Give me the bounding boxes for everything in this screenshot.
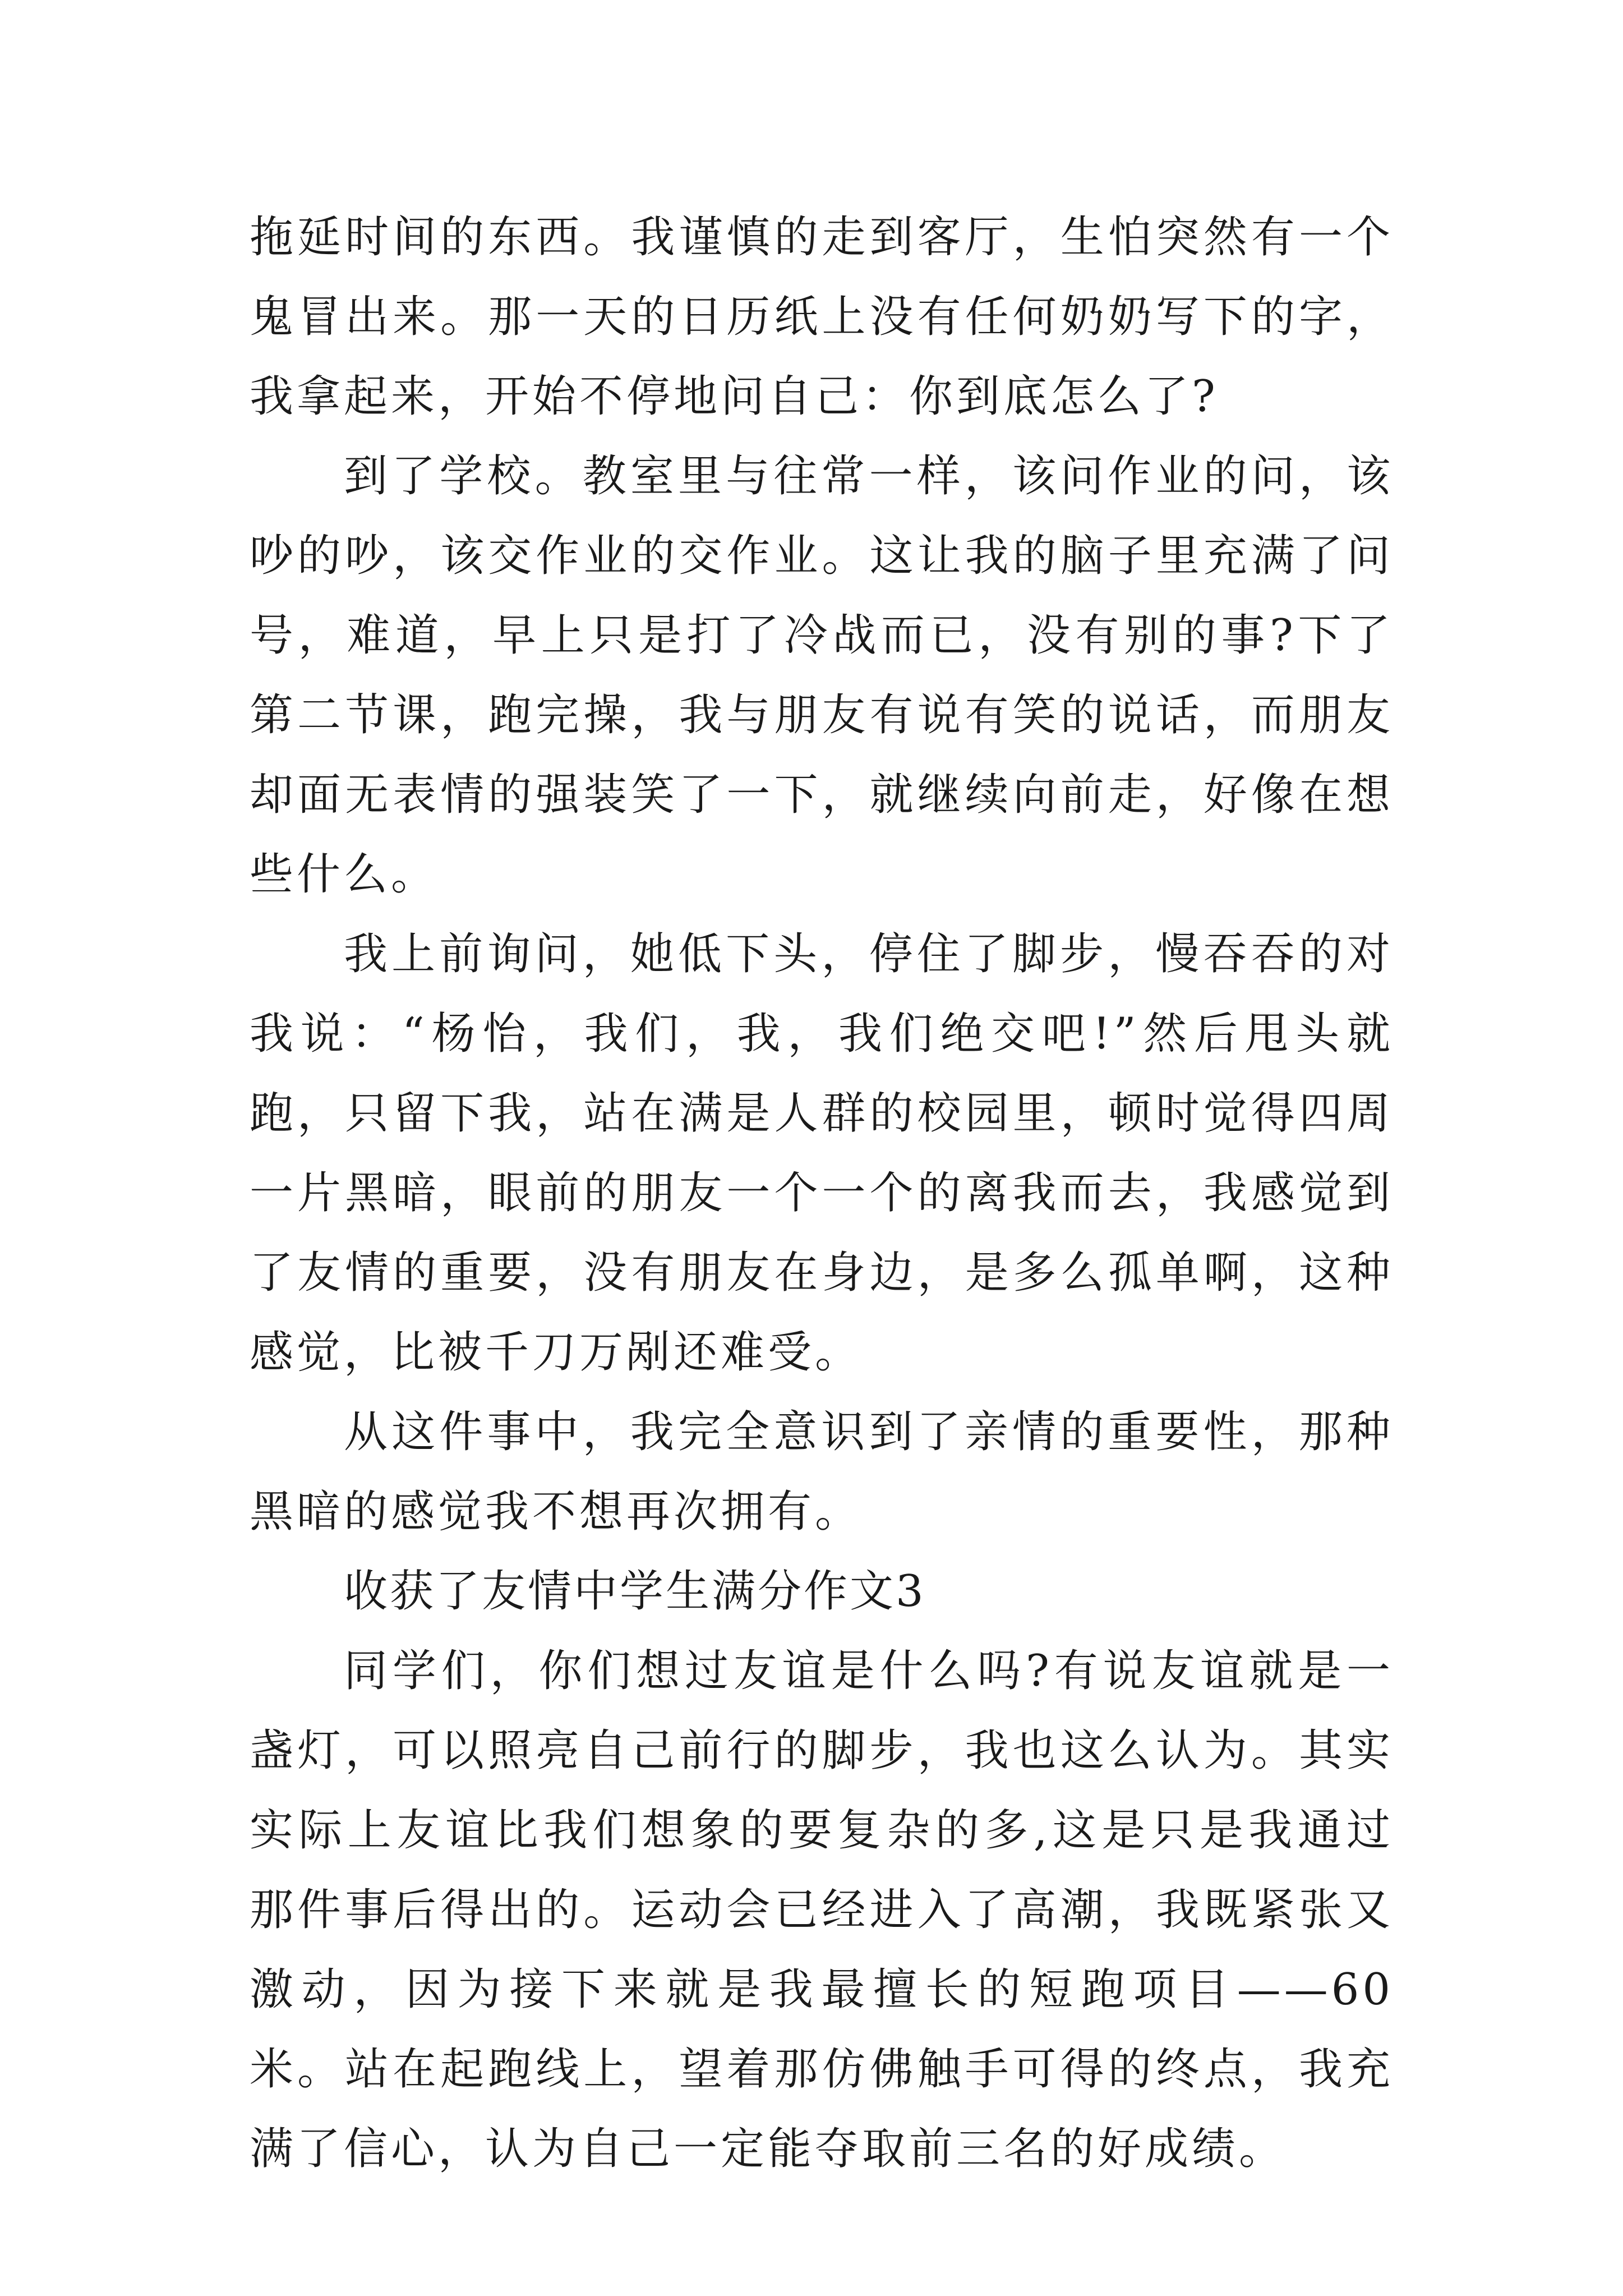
paragraph-3: 我上前询问，她低下头，停住了脚步，慢吞吞的对我说：“杨怡，我们，我，我们绝交吧!”然后甩头就跑，只留下我，站在满是人群的校园里，顿时觉得四周一片黑暗，眼前的朋友一个一个的离我而去，我感觉到了友情的重要，没有朋友在身边，是多么孤单啊，这种感觉，比被千刀万剐还难受。 [250, 929, 1394, 1378]
essay-body [250, 197, 1394, 2189]
section-heading: 收获了友情中学生满分作文3 [344, 1566, 926, 1617]
paragraph-4: 从这件事中，我完全意识到了亲情的重要性，那种黑暗的感觉我不想再次拥有。 [250, 1407, 1394, 1537]
paragraph-2: 到了学校。教室里与往常一样，该问作业的问，该吵的吵，该交作业的交作业。这让我的脑子里充满了问号，难道，早上只是打了冷战而已，没有别的事?下了第二节课，跑完操，我与朋友有说有笑的说话，而朋友却面无表情的强装笑了一下，就继续向前走，好像在想些什么。 [250, 451, 1394, 900]
paragraph-5: 同学们，你们想过友谊是什么吗?有说友谊就是一盏灯，可以照亮自己前行的脚步，我也这么认为。其实实际上友谊比我们想象的要复杂的多,这是只是我通过那件事后得出的。运动会已经进入了高潮，我既紧张又激动，因为接下来就是我最擅长的短跑项目——60米。站在起跑线上，望着那仿佛触手可得的终点，我充满了信心，认为自己一定能夺取前三名的好成绩。 [250, 1646, 1394, 2174]
paragraph-1: 拖延时间的东西。我谨慎的走到客厅，生怕突然有一个鬼冒出来。那一天的日历纸上没有任何奶奶写下的字，我拿起来，开始不停地问自己：你到底怎么了? [250, 212, 1394, 422]
